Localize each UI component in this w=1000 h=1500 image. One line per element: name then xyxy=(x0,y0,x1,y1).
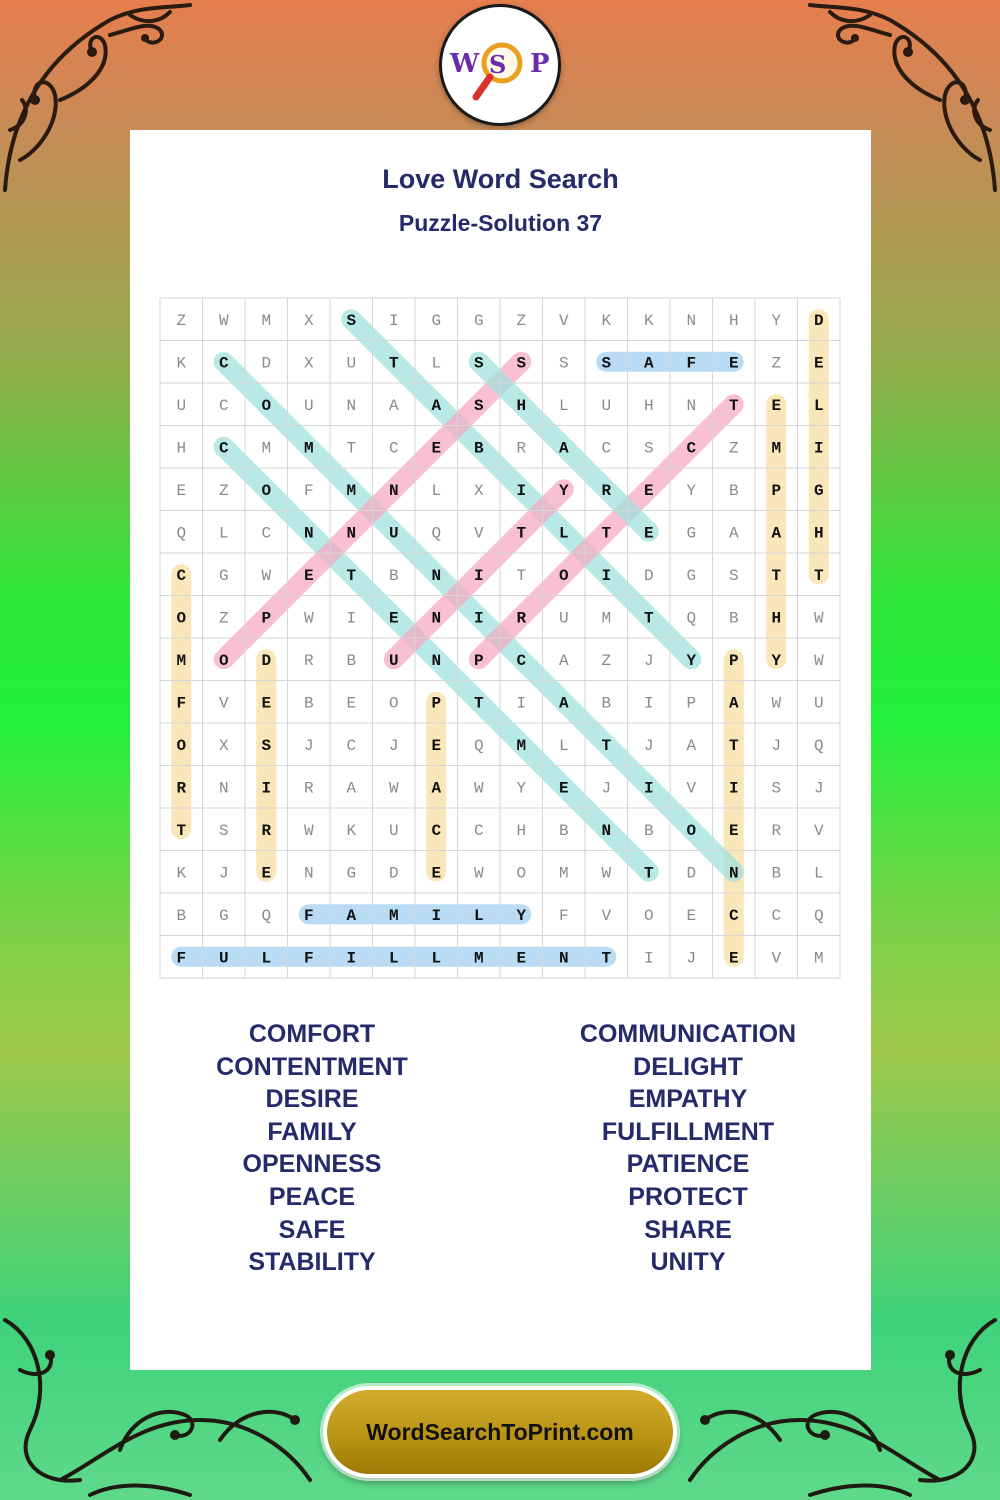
grid-cell[interactable]: T xyxy=(346,439,357,458)
logo-letter-s: S xyxy=(489,50,507,79)
grid-cell[interactable]: V xyxy=(558,311,569,330)
grid-cell[interactable]: L xyxy=(558,524,569,543)
grid-cell[interactable]: F xyxy=(303,906,314,925)
grid-cell[interactable]: G xyxy=(473,311,484,330)
logo-letter-p: P xyxy=(530,49,550,79)
grid-cell[interactable]: I xyxy=(728,779,739,798)
grid-cell[interactable]: P xyxy=(261,609,272,628)
grid-cell[interactable]: V xyxy=(218,694,229,713)
grid-cell[interactable]: K xyxy=(346,821,357,840)
grid-cell[interactable]: M xyxy=(388,906,399,925)
grid-cell[interactable]: I xyxy=(473,609,484,628)
grid-cell[interactable]: H xyxy=(728,311,739,330)
grid-cell[interactable]: A xyxy=(686,736,697,755)
grid-cell[interactable]: L xyxy=(431,949,442,968)
grid-cell[interactable]: X xyxy=(303,311,314,330)
grid-cell[interactable]: I xyxy=(388,311,399,330)
grid-cell[interactable]: U xyxy=(388,524,399,543)
grid-cell[interactable]: Z xyxy=(218,481,229,500)
grid-cell[interactable]: C xyxy=(601,439,612,458)
grid-cell[interactable]: Y xyxy=(686,481,697,500)
grid-cell[interactable]: Y xyxy=(771,311,782,330)
grid-cell[interactable]: A xyxy=(558,651,569,670)
grid-cell[interactable]: A xyxy=(558,694,569,713)
grid-cell[interactable]: O xyxy=(388,694,399,713)
grid-cell[interactable]: N xyxy=(558,949,569,968)
grid-cell[interactable]: U xyxy=(388,651,399,670)
grid-cell[interactable]: W xyxy=(303,609,314,628)
grid-cell[interactable]: C xyxy=(388,439,399,458)
grid-cell[interactable]: I xyxy=(601,566,612,585)
grid-cell[interactable]: P xyxy=(728,651,739,670)
grid-cell[interactable]: P xyxy=(771,481,782,500)
grid-cell[interactable]: T xyxy=(388,354,399,373)
grid-cell[interactable]: R xyxy=(516,439,527,458)
grid-cell[interactable]: N xyxy=(431,651,442,670)
grid-cell[interactable]: D xyxy=(388,864,399,883)
grid-cell[interactable]: Y xyxy=(558,481,569,500)
grid-cell[interactable]: D xyxy=(261,651,272,670)
grid-cell[interactable]: L xyxy=(813,396,824,415)
grid-cell[interactable]: B xyxy=(346,651,357,670)
grid-cell[interactable]: N xyxy=(601,821,612,840)
grid-cell[interactable]: S xyxy=(558,354,569,373)
grid-cell[interactable]: U xyxy=(303,396,314,415)
wsp-logo[interactable] xyxy=(439,4,561,126)
word-list-item: PROTECT xyxy=(628,1182,748,1211)
grid-cell[interactable]: T xyxy=(728,736,739,755)
word-list-item: COMFORT xyxy=(248,1020,376,1048)
grid-cell[interactable]: W xyxy=(261,566,272,585)
grid-cell[interactable]: M xyxy=(516,736,527,755)
grid-cell[interactable]: K xyxy=(176,354,187,373)
grid-cell[interactable]: H xyxy=(516,821,527,840)
grid-cell[interactable]: E xyxy=(643,524,654,543)
grid-cell[interactable]: I xyxy=(261,779,272,798)
grid-cell[interactable]: A xyxy=(431,396,442,415)
grid-cell[interactable]: U xyxy=(813,694,824,713)
grid-cell[interactable]: J xyxy=(813,779,824,798)
word-list-left xyxy=(162,1018,462,1279)
grid-cell[interactable]: I xyxy=(813,439,824,458)
grid-cell[interactable]: M xyxy=(558,864,569,883)
grid-cell[interactable]: T xyxy=(516,566,527,585)
grid-cell[interactable]: T xyxy=(473,694,484,713)
grid-cell[interactable]: C xyxy=(771,906,782,925)
word-list-item: FULFILLMENT xyxy=(601,1117,775,1146)
grid-cell[interactable]: V xyxy=(473,524,484,543)
grid-cell[interactable]: J xyxy=(643,651,654,670)
grid-cell[interactable]: W xyxy=(473,864,484,883)
grid-cell[interactable]: K xyxy=(601,311,612,330)
grid-cell[interactable]: Y xyxy=(516,779,527,798)
grid-cell[interactable]: S xyxy=(473,396,484,415)
grid-cell[interactable]: F xyxy=(686,354,697,373)
logo-letter-w: W xyxy=(450,49,480,79)
grid-cell[interactable]: L xyxy=(558,736,569,755)
grid-cell[interactable]: S xyxy=(473,354,484,373)
grid-cell[interactable]: G xyxy=(813,481,824,500)
grid-cell[interactable]: N xyxy=(728,864,739,883)
grid-cell[interactable]: C xyxy=(218,439,229,458)
grid-cell[interactable]: N xyxy=(431,566,442,585)
grid-cell[interactable]: M xyxy=(601,609,612,628)
grid-cell[interactable]: O xyxy=(261,396,272,415)
grid-cell[interactable]: H xyxy=(643,396,654,415)
word-list-item: PATIENCE xyxy=(626,1150,750,1179)
grid-cell[interactable]: B xyxy=(728,609,739,628)
grid-cell[interactable]: R xyxy=(516,609,527,628)
grid-cell[interactable]: O xyxy=(558,566,569,585)
grid-cell[interactable]: N xyxy=(686,311,697,330)
grid-cell[interactable]: W xyxy=(218,311,229,330)
grid-cell[interactable]: H xyxy=(516,396,527,415)
grid-cell[interactable]: T xyxy=(176,821,187,840)
grid-cell[interactable]: K xyxy=(176,864,187,883)
grid-cell[interactable]: Q xyxy=(813,736,824,755)
grid-cell[interactable]: I xyxy=(473,566,484,585)
grid-cell[interactable]: B xyxy=(601,694,612,713)
grid-cell[interactable]: D xyxy=(261,354,272,373)
word-list-item: OPENNESS xyxy=(242,1150,382,1179)
grid-cell[interactable]: Z xyxy=(728,439,739,458)
grid-cell[interactable]: I xyxy=(346,609,357,628)
grid-cell[interactable]: W xyxy=(473,779,484,798)
grid-cell[interactable]: A xyxy=(431,779,442,798)
grid-cell[interactable]: L xyxy=(431,481,442,500)
grid-cell[interactable]: S xyxy=(218,821,229,840)
grid-cell[interactable]: L xyxy=(388,949,399,968)
grid-cell[interactable]: R xyxy=(771,821,782,840)
word-list-item: FAMILY xyxy=(267,1117,357,1146)
puzzle-subtitle: Puzzle-Solution 37 xyxy=(398,210,603,236)
grid-cell[interactable]: U xyxy=(346,354,357,373)
grid-cell[interactable]: J xyxy=(686,949,697,968)
grid-cell[interactable]: A xyxy=(346,906,357,925)
grid-cell[interactable]: E xyxy=(728,821,739,840)
grid-cell[interactable]: Q xyxy=(813,906,824,925)
grid-cell[interactable]: L xyxy=(431,354,442,373)
grid-cell[interactable]: I xyxy=(643,694,654,713)
grid-cell[interactable]: E xyxy=(643,481,654,500)
grid-cell[interactable]: C xyxy=(516,651,527,670)
grid-cell[interactable]: C xyxy=(728,906,739,925)
grid-cell[interactable]: C xyxy=(346,736,357,755)
grid-cell[interactable]: C xyxy=(261,524,272,543)
grid-cell[interactable]: G xyxy=(346,864,357,883)
grid-cell[interactable]: U xyxy=(218,949,229,968)
grid-cell[interactable]: M xyxy=(813,949,824,968)
grid-cell[interactable]: M xyxy=(176,651,187,670)
word-search-grid xyxy=(130,130,871,990)
grid-cell[interactable]: Q xyxy=(431,524,442,543)
word-list-item: DESIRE xyxy=(265,1085,359,1114)
grid-cell[interactable]: W xyxy=(601,864,612,883)
grid-cell[interactable]: E xyxy=(431,736,442,755)
grid-cell[interactable]: B xyxy=(388,566,399,585)
puzzle-title: Love Word Search xyxy=(382,164,619,194)
grid-cell[interactable]: B xyxy=(473,439,484,458)
grid-cell[interactable]: R xyxy=(601,481,612,500)
word-list-item: UNITY xyxy=(650,1248,726,1277)
grid-cell[interactable]: E xyxy=(771,396,782,415)
grid-cell[interactable]: O xyxy=(176,736,187,755)
grid-cell[interactable]: C xyxy=(218,396,229,415)
grid-cell[interactable]: O xyxy=(643,906,654,925)
grid-cell[interactable]: S xyxy=(771,779,782,798)
grid-cell[interactable]: E xyxy=(728,354,739,373)
grid-cell[interactable]: V xyxy=(601,906,612,925)
grid-cell[interactable]: A xyxy=(558,439,569,458)
grid-cell[interactable]: R xyxy=(261,821,272,840)
grid-cell[interactable]: M xyxy=(473,949,484,968)
grid-cell[interactable]: T xyxy=(601,524,612,543)
grid-cell[interactable]: N xyxy=(303,864,314,883)
grid-cell[interactable]: W xyxy=(303,821,314,840)
word-list-right xyxy=(538,1018,838,1279)
grid-cell[interactable]: O xyxy=(218,651,229,670)
grid-cell[interactable]: G xyxy=(431,311,442,330)
grid-cell[interactable]: J xyxy=(643,736,654,755)
grid-cell[interactable]: E xyxy=(728,949,739,968)
grid-cell[interactable]: Q xyxy=(686,609,697,628)
grid-cell[interactable]: V xyxy=(771,949,782,968)
grid-cell[interactable]: E xyxy=(261,864,272,883)
grid-cell[interactable]: U xyxy=(601,396,612,415)
grid-cell[interactable]: U xyxy=(176,396,187,415)
grid-cell[interactable]: P xyxy=(686,694,697,713)
grid-cell[interactable]: T xyxy=(346,566,357,585)
word-list-item: DELIGHT xyxy=(633,1052,743,1081)
grid-cell[interactable]: O xyxy=(261,481,272,500)
website-url: WordSearchToPrint.com xyxy=(366,1418,634,1445)
grid-cell[interactable]: S xyxy=(516,354,527,373)
grid-cell[interactable]: Z xyxy=(176,311,187,330)
grid-cell[interactable]: O xyxy=(516,864,527,883)
word-list-item: PEACE xyxy=(268,1182,356,1211)
word-list-item: STABILITY xyxy=(248,1248,376,1277)
grid-cell[interactable]: I xyxy=(643,779,654,798)
grid-cell[interactable]: T xyxy=(601,736,612,755)
grid-cell[interactable]: W xyxy=(813,609,824,628)
grid-cell[interactable]: E xyxy=(388,609,399,628)
grid-cell[interactable]: O xyxy=(176,609,187,628)
grid-cell[interactable]: K xyxy=(643,311,654,330)
grid-cell[interactable]: B xyxy=(728,481,739,500)
grid-cell[interactable]: M xyxy=(303,439,314,458)
grid-cell[interactable]: C xyxy=(686,439,697,458)
grid-cell[interactable]: T xyxy=(643,864,654,883)
grid-cell[interactable]: E xyxy=(558,779,569,798)
grid-cell[interactable]: F xyxy=(558,906,569,925)
word-list-item: SAFE xyxy=(278,1215,346,1244)
grid-cell[interactable]: G xyxy=(218,566,229,585)
grid-cell[interactable]: Y xyxy=(516,906,527,925)
grid-cell[interactable]: X xyxy=(218,736,229,755)
grid-cell[interactable]: Z xyxy=(516,311,527,330)
grid-cell[interactable]: M xyxy=(261,311,272,330)
website-link-button[interactable] xyxy=(323,1386,677,1478)
grid-cell[interactable]: E xyxy=(346,694,357,713)
grid-cell[interactable]: I xyxy=(431,906,442,925)
grid-cell[interactable]: T xyxy=(813,566,824,585)
grid-cell[interactable]: A xyxy=(643,354,654,373)
grid-cell[interactable]: H xyxy=(813,524,824,543)
grid-cell[interactable]: Z xyxy=(771,354,782,373)
grid-cell[interactable]: J xyxy=(388,736,399,755)
grid-cell[interactable]: S xyxy=(346,311,357,330)
grid-cell[interactable]: N xyxy=(303,524,314,543)
grid-cell[interactable]: P xyxy=(473,651,484,670)
grid-cell[interactable]: F xyxy=(176,949,187,968)
grid-cell[interactable]: Q xyxy=(473,736,484,755)
grid-cell[interactable]: B xyxy=(176,906,187,925)
grid-cell[interactable]: Y xyxy=(771,651,782,670)
grid-cell[interactable]: W xyxy=(813,651,824,670)
grid-cell[interactable]: C xyxy=(431,821,442,840)
grid-cell[interactable]: U xyxy=(558,609,569,628)
grid-cell[interactable]: D xyxy=(643,566,654,585)
grid-cell[interactable]: E xyxy=(686,906,697,925)
grid-cell[interactable]: N xyxy=(388,481,399,500)
grid-cell[interactable]: N xyxy=(686,396,697,415)
grid-cell[interactable]: Y xyxy=(686,651,697,670)
grid-cell[interactable]: S xyxy=(261,736,272,755)
grid-cell[interactable]: I xyxy=(516,694,527,713)
grid-cell[interactable]: E xyxy=(303,566,314,585)
grid-cell[interactable]: C xyxy=(473,821,484,840)
word-list-item: SHARE xyxy=(644,1215,732,1244)
grid-cell[interactable]: L xyxy=(558,396,569,415)
grid-cell[interactable]: F xyxy=(176,694,187,713)
grid-cell[interactable]: M xyxy=(261,439,272,458)
grid-cell[interactable]: W xyxy=(388,779,399,798)
grid-cell[interactable]: G xyxy=(686,524,697,543)
grid-cell[interactable]: B xyxy=(558,821,569,840)
word-list-item: CONTENTMENT xyxy=(216,1052,408,1081)
grid-cell[interactable]: R xyxy=(303,779,314,798)
grid-cell[interactable]: E xyxy=(516,949,527,968)
word-list-item: COMMUNICATION xyxy=(579,1020,797,1048)
grid-cell[interactable]: A xyxy=(728,694,739,713)
grid-cell[interactable]: T xyxy=(516,524,527,543)
grid-cell[interactable]: O xyxy=(686,821,697,840)
grid-cell[interactable]: J xyxy=(601,779,612,798)
grid-cell[interactable]: L xyxy=(473,906,484,925)
grid-cell[interactable]: T xyxy=(728,396,739,415)
grid-cell[interactable]: I xyxy=(516,481,527,500)
grid-cell[interactable]: E xyxy=(431,864,442,883)
grid-cell[interactable]: J xyxy=(303,736,314,755)
grid-cell[interactable]: L xyxy=(813,864,824,883)
grid-cell[interactable]: J xyxy=(771,736,782,755)
grid-cell[interactable]: D xyxy=(686,864,697,883)
grid-cell[interactable]: J xyxy=(218,864,229,883)
grid-cell[interactable]: I xyxy=(643,949,654,968)
grid-cell[interactable]: B xyxy=(303,694,314,713)
grid-cell[interactable]: Q xyxy=(261,906,272,925)
grid-cell[interactable]: X xyxy=(473,481,484,500)
grid-cell[interactable]: D xyxy=(813,311,824,330)
grid-cell[interactable]: S xyxy=(601,354,612,373)
grid-cell[interactable]: N xyxy=(218,779,229,798)
grid-cell[interactable]: X xyxy=(303,354,314,373)
grid-cell[interactable]: T xyxy=(643,609,654,628)
grid-cell[interactable]: S xyxy=(643,439,654,458)
grid-cell[interactable]: L xyxy=(261,949,272,968)
grid-cell[interactable]: G xyxy=(218,906,229,925)
grid-cell[interactable]: B xyxy=(771,864,782,883)
grid-cell[interactable]: Z xyxy=(601,651,612,670)
grid-cell[interactable]: U xyxy=(388,821,399,840)
grid-cell[interactable]: F xyxy=(303,949,314,968)
grid-cell[interactable]: M xyxy=(771,439,782,458)
grid-cell[interactable]: R xyxy=(303,651,314,670)
grid-cell[interactable]: W xyxy=(771,694,782,713)
grid-cell[interactable]: A xyxy=(771,524,782,543)
grid-cell[interactable]: E xyxy=(176,481,187,500)
grid-cell[interactable]: A xyxy=(388,396,399,415)
grid-cell[interactable]: L xyxy=(218,524,229,543)
grid-cell[interactable]: N xyxy=(431,609,442,628)
grid-cell[interactable]: R xyxy=(176,779,187,798)
grid-cell[interactable]: H xyxy=(771,609,782,628)
grid-cell[interactable]: F xyxy=(303,481,314,500)
grid-cell[interactable]: Z xyxy=(218,609,229,628)
puzzle-card xyxy=(130,130,871,1370)
grid-cell[interactable]: E xyxy=(261,694,272,713)
grid-cell[interactable]: M xyxy=(346,481,357,500)
grid-cell[interactable]: C xyxy=(218,354,229,373)
grid-cell[interactable]: N xyxy=(346,396,357,415)
grid-cell[interactable]: V xyxy=(813,821,824,840)
grid-cell[interactable]: E xyxy=(431,439,442,458)
grid-cell[interactable]: P xyxy=(431,694,442,713)
word-list-item: EMPATHY xyxy=(628,1085,748,1114)
grid-cell[interactable]: V xyxy=(686,779,697,798)
grid-cell[interactable]: E xyxy=(813,354,824,373)
grid-cell[interactable]: I xyxy=(346,949,357,968)
grid-cell[interactable]: G xyxy=(686,566,697,585)
grid-cell[interactable]: A xyxy=(728,524,739,543)
grid-cell[interactable]: Q xyxy=(176,524,187,543)
grid-cell[interactable]: T xyxy=(771,566,782,585)
grid-cell[interactable]: N xyxy=(346,524,357,543)
grid-cell[interactable]: C xyxy=(176,566,187,585)
grid-cell[interactable]: B xyxy=(643,821,654,840)
grid-cell[interactable]: H xyxy=(176,439,187,458)
grid-cell[interactable]: A xyxy=(346,779,357,798)
grid-cell[interactable]: T xyxy=(601,949,612,968)
grid-cell[interactable]: S xyxy=(728,566,739,585)
